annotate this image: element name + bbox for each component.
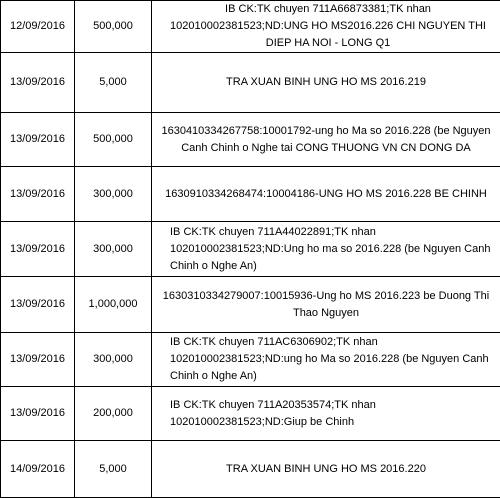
table-row: [1, 277, 500, 333]
amount-cell: 5,000: [75, 53, 152, 113]
description-cell: 1630910334268474:10004186-UNG HO MS 2016.228 BE CHINH: [152, 167, 500, 222]
description-cell: IB CK:TK chuyen 711AC6306902;TK nhan 102010002381523;ND:ung ho Ma so 2016.228 (be Nguyen Canh Chinh o Nghe An): [152, 333, 500, 387]
amount-cell: 500,000: [75, 1, 152, 53]
table-row: [1, 167, 500, 222]
amount-cell: 1,000,000: [75, 277, 152, 333]
amount-cell: 300,000: [75, 333, 152, 387]
table-row: [1, 387, 500, 441]
description-cell: IB CK:TK chuyen 711A66873381;TK nhan 102010002381523;ND:UNG HO MS2016.226 CHI NGUYEN THI DIEP HA NOI - LONG Q1: [152, 1, 500, 53]
table-row: [1, 1, 500, 53]
table-row: [1, 53, 500, 113]
description-cell: TRA XUAN BINH UNG HO MS 2016.219: [152, 53, 500, 113]
table-row: [1, 441, 500, 498]
date-cell: 13/09/2016: [1, 113, 75, 167]
description-cell: 1630410334267758:10001792-ung ho Ma so 2016.228 (be Nguyen Canh Chinh o Nghe tai CONG THUONG VN CN DONG DA: [152, 113, 500, 167]
date-cell: 12/09/2016: [1, 1, 75, 53]
table-row: [1, 113, 500, 167]
description-cell: 1630310334279007:10015936-Ung ho MS 2016.223 be Duong Thi Thao Nguyen: [152, 277, 500, 333]
amount-cell: 300,000: [75, 222, 152, 277]
amount-cell: 500,000: [75, 113, 152, 167]
amount-cell: 5,000: [75, 441, 152, 498]
date-cell: 13/09/2016: [1, 53, 75, 113]
table-row: [1, 333, 500, 387]
date-cell: 14/09/2016: [1, 441, 75, 498]
description-cell: TRA XUAN BINH UNG HO MS 2016.220: [152, 441, 500, 498]
description-cell: IB CK:TK chuyen 711A44022891;TK nhan 102010002381523;ND:Ung ho ma so 2016.228 (be Nguyen Canh Chinh o Nghe An): [152, 222, 500, 277]
date-cell: 13/09/2016: [1, 222, 75, 277]
date-cell: 13/09/2016: [1, 277, 75, 333]
amount-cell: 200,000: [75, 387, 152, 441]
date-cell: 13/09/2016: [1, 387, 75, 441]
date-cell: 13/09/2016: [1, 167, 75, 222]
table-row: [1, 222, 500, 277]
amount-cell: 300,000: [75, 167, 152, 222]
description-cell: IB CK:TK chuyen 711A20353574;TK nhan 102010002381523;ND:Giup be Chinh: [152, 387, 500, 441]
date-cell: 13/09/2016: [1, 333, 75, 387]
